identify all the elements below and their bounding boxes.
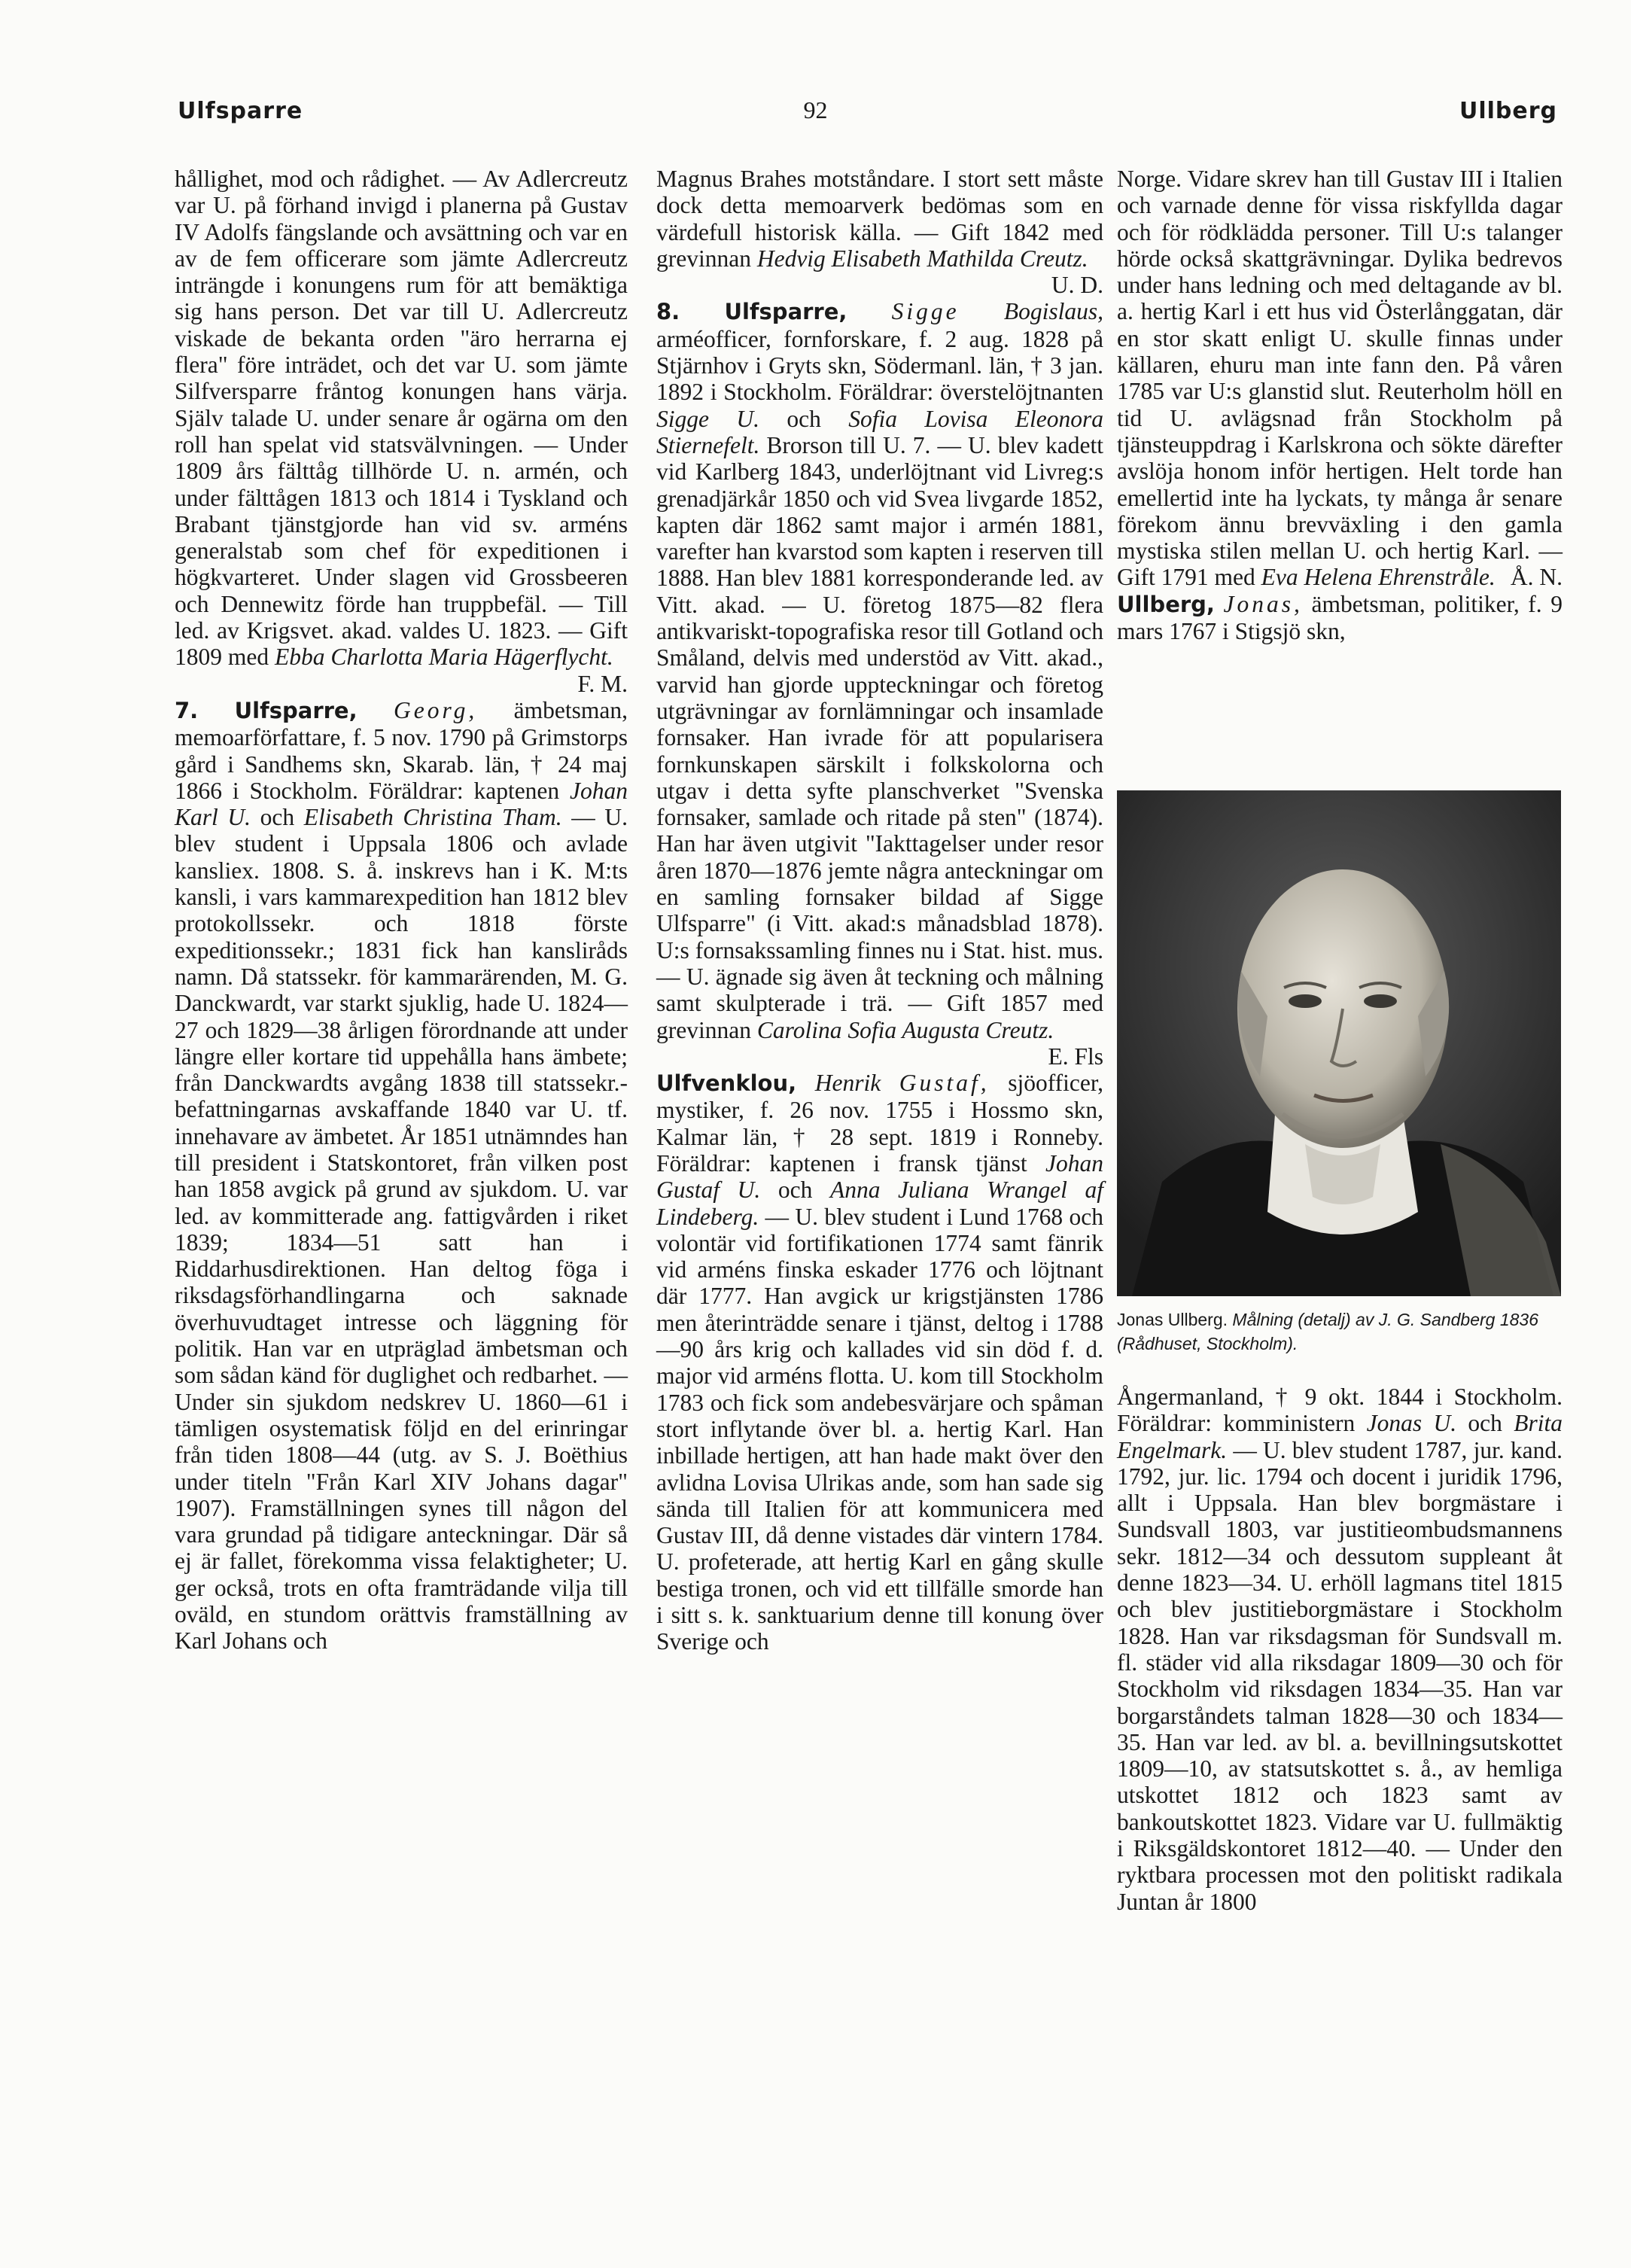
entry-ulfvenklou: [656, 1070, 1103, 1655]
body-text: hållighet, mod och rådighet. — Av Adlercreutz var U. på förhand invigd i planerna på Gustav IV Adolfs fängslande och avsättning och var en av de fem officerare som jämte Adlercreutz inträngde i konungens rum för att bemäktiga sig hans person. Det var till U. Adlercreutz viskade de bekanta orden "äro herrarna ej flera" före inträdet, och det var U. som jämte Silfversparre fråntog konungen hans värja. Själv talade U. under senare år ogärna om den roll han spelat vid statsvälvningen. — Under 1809 års fälttåg tillhörde U. n. armén, och under fälttågen 1813 och 1814 i Tyskland och Brabant tjänstgjorde han vid sv. arméns generalstab som chef för expeditionen i högkvarteret. Under slagen vid Grossbeeren och Dennewitz förde han truppbefäl. — Till led. av Krigsvet. akad. valdes U. 1823. — Gift 1809 med: [175, 166, 628, 671]
entry-ullberg: [1117, 591, 1563, 645]
entry-given-name-2: Gustaf,: [899, 1070, 990, 1097]
entry-number: 7.: [175, 697, 199, 723]
entry-headword: Ullberg,: [1117, 591, 1215, 617]
caption-details: Målning (detalj) av J. G. Sandberg 1836 (Rådhuset, Stockholm).: [1117, 1310, 1538, 1353]
entry-body: — U. blev student i Lund 1768 och volontär vid fortifikationen 1774 samt fänrik vid arméns finska eskader 1776 och löjtnant där 1777. Han avgick ur krigstjänsten 1786 men återinträdde senare i tjänst, deltog i 1788—90 års krig och kallades vid sin död f. d. major vid arméns flotta. U. kom till Stockholm 1783 och fick som andebesvärjare och spåman stort inflytande över bl. a. hertig Karl. Han inbillade hertigen, att han hade makt över den avlidna Lovisa Ulrikas ande, som han sade sig sända till Italien för att kommunicera med Gustav III, då denne vistades där vintern 1784. U. profeterade, att hertig Karl en gång skulle bestiga tronen, och vid ett tillfälle smorde han i sitt s. k. sanktuarium denne till konung över Sverige och: [656, 1203, 1103, 1655]
entry-text: sjöofficer, mystiker, f. 26 nov. 1755 i Hossmo skn, Kalmar län, † 28 sept. 1819 i Ronneby. Föräldrar: kaptenen i fransk tjänst: [656, 1070, 1103, 1177]
conjunction: och: [1468, 1410, 1502, 1437]
author-signature: Å. N.: [1510, 564, 1563, 591]
mother-name: Anna Juliana Wrangel af Lindeberg.: [656, 1177, 1103, 1230]
author-signature: E. Fls: [1048, 1043, 1103, 1070]
entry-headword: Ulfsparre,: [724, 299, 847, 325]
entry-body: — U. blev student 1787, jur. kand. 1792, jur. lic. 1794 och docent i juridik 1796, allt i Uppsala. Han blev borgmästare i Sundsvall 1803, var justitieombudsmannens sekr. 1812—34 och dessutom suppleant åt denne 1823—34. U. erhöll lagmans titel 1815 och blev justitieborgmästare i Stockholm 1828. Han var riksdagsman för Sundsvall m. fl. städer vid alla riksdagar 1809—30 och för Stockholm vid riksdagen 1834—35. Han var borgarståndets talman 1828—30 och 1834—35. Han var led. av bl. a. bevillningsutskottet 1809—10, av statsutskottet s. å., av hemliga utskottet 1812 och 1823 samt av bankoutskottet 1823. Vidare var U. fullmäktig i Riksgäldskontoret 1812—40. — Under den ryktbara processen mot den politiskt radikala Juntan år 1800: [1117, 1436, 1563, 1915]
conjunction: och: [260, 804, 295, 831]
entry-given-name: Georg,: [394, 696, 478, 723]
entry-text: arméofficer, fornforskare, f. 2 aug. 1828 på Stjärnhov i Gryts skn, Södermanl. län, † 3 jan. 1892 i Stockholm. Föräldrar: överstelöjtnanten: [656, 325, 1103, 406]
author-signature: F. M.: [577, 670, 628, 697]
entry-body: — U. blev student i Uppsala 1806 och avlade kansliex. 1808. S. å. inskrevs han i K. M:ts kansli, i vars kammarexpedition han 1812 blev protokollssekr. och 1818 förste expeditionssekr.; 1831 fick han kansliråds namn. Då statssekr. för kammarärenden, M. G. Danckwardt, var starkt sjuklig, hade U. 1824—27 och 1829—38 årligen förordnande att under längre eller kortare tid uppehålla hans ämbete; från Danckwardts avgång 1838 till statssekr.-befattningarnas avskaffande 1840 var U. tf. innehavare av ämbetet. År 1851 utnämndes han till president i Statskontoret, från vilken post han 1858 avgick på grund av sjukdom. U. var led. av kommitterade ang. fattigvården i riket 1839; 1834—51 satt han i Riddarhusdirektionen. Han deltog föga i riksdagsförhandlingarna och saknade överhuvudtaget intresse och läggning för politik. Han var en utpräglad ämbetsman och som sådan känd för duglighet och redbarhet. — Under sin sjukdom nedskrev U. 1860—61 i tämligen osystematisk följd en del erinringar från tiden 1808—44 (utg. av S. J. Boëthius under titeln "Från Karl XIV Johans dagar" 1907). Framställningen synes till någon del vara grundad på tidigare anteckningar. Där så ej är fallet, förekomma vissa felaktigheter; U. ger också, trots en ofta framträdande vilja till oväld, en stundom orättvis framställning av Karl Johans och: [175, 804, 628, 1655]
paragraph: [656, 166, 1103, 298]
paragraph: [175, 166, 628, 697]
conjunction: och: [777, 1177, 813, 1204]
running-head-right: Ullberg: [1459, 98, 1557, 124]
column-2: [656, 166, 1103, 1655]
entry-text: ämbetsman, memoarförfattare, f. 5 nov. 1790 på Grimstorps gård i Sandhems skn, Skarab. län, † 24 maj 1866 i Stockholm. Föräldrar: kaptenen: [175, 696, 628, 804]
entry-given-name: Jonas,: [1223, 590, 1303, 617]
father-name: Johan Karl U.: [175, 777, 628, 831]
spouse-name: Carolina Sofia Augusta Creutz.: [756, 1016, 1054, 1043]
father-name: Sigge U.: [656, 405, 759, 432]
entry-ulfsparre-sigge: [656, 298, 1103, 1070]
entry-text: ämbetsman, politiker, f. 9 mars 1767 i Stigsjö skn,: [1117, 590, 1563, 645]
entry-given-name-2: Bogislaus,: [1003, 298, 1104, 325]
running-head-left: Ulfsparre: [178, 98, 303, 124]
body-text: Magnus Brahes motståndare. I stort sett måste dock detta memoarverk bedömas som en värdefull historisk källa. — Gift 1842 med grevinnan: [656, 166, 1103, 272]
entry-headword: Ulfsparre,: [234, 697, 358, 723]
entry-ulfsparre-georg: [175, 697, 628, 1655]
spouse-name: Ebba Charlotta Maria Hägerflycht.: [274, 644, 613, 671]
entry-given-name: Henrik: [814, 1070, 881, 1097]
body-text: Norge. Vidare skrev han till Gustav III i Italien och varnade denne för vissa riskfyllda dagar och för rödklädda personer. Till U:s talanger hörde också skattgrävningar. Dylika bedrevos under hans ledning och med deltagande av bl. a. hertig Karl i ett hus vid Österlånggatan, där en stor skatt enligt U. skulle finnas under källaren, ehuru man inte fann den. På våren 1785 var U:s glanstid slut. Reuterholm höll en tid U. avlägsnad från Stockholm på tjänsteuppdrag i Karlskrona och sökte därefter avslöja honom inför hertigen. Helt torde han emellertid inte ha lyckats, ty många år senare förekom ännu brevväxling i den gamla mystiska stilen mellan U. och hertig Karl. — Gift 1791 med: [1117, 166, 1563, 591]
column-3-continued: [1117, 1384, 1563, 1915]
entry-number: 8.: [656, 299, 680, 325]
father-name: Jonas U.: [1366, 1410, 1457, 1437]
entry-given-name: Sigge: [891, 298, 960, 325]
conjunction: och: [787, 405, 821, 432]
father-name: Johan Gustaf U.: [656, 1149, 1103, 1204]
spouse-name: Hedvig Elisabeth Mathilda Creutz.: [756, 245, 1088, 272]
entry-headword: Ulfvenklou,: [656, 1070, 797, 1097]
page-number: 92: [803, 96, 828, 123]
entry-ullberg-continued: [1117, 1384, 1563, 1915]
column-1: [175, 166, 628, 1655]
portrait-image: [1117, 790, 1561, 1296]
entry-body: Brorson till U. 7. — U. blev kadett vid Karlberg 1843, underlöjtnant vid Livreg:s grenadjärkår 1850 och vid Svea livgarde 1852, kapten där 1862 samt major i armén 1881, varefter han kvarstod som kapten i reserven till 1888. Han blev 1881 korresponderande led. av Vitt. akad. — U. företog 1875—82 flera antikvariskt-topografiska resor till Gotland och Småland, delvis med understöd av Vitt. akad., varvid han gjorde uppteckningar och företog utgrävningar av fornlämningar och insamlade fornsaker. Han ivrade för att popularisera fornkunskapen särskilt i folkskolorna och utgav i detta syfte planschverket "Svenska fornsaker, samlade och ritade på sten" (1874). Han har även utgivit "Iakttagelser under resor åren 1870—1876 jemte några anteckningar om en samling fornsaker bildad af Sigge Ulfsparre" (i Vitt. akad:s månadsblad 1878). U:s fornsakssamling finnes nu i Stat. hist. mus. — U. ägnade sig även åt teckning och målning samt skulpterade i trä. — Gift 1857 med grevinnan: [656, 431, 1104, 1043]
mother-name: Sofia Lovisa Eleonora Stiernefelt.: [656, 405, 1104, 458]
portrait-caption: [1117, 1308, 1563, 1356]
mother-name: Brita Engelmark.: [1117, 1410, 1563, 1463]
caption-name: Jonas Ullberg.: [1117, 1310, 1228, 1329]
author-signature: U. D.: [1051, 272, 1103, 299]
entry-text: Ångermanland, † 9 okt. 1844 i Stockholm. Föräldrar: komministern: [1117, 1384, 1563, 1437]
portrait-drawing: [1117, 790, 1561, 1296]
paragraph: [1117, 166, 1563, 591]
column-3: [1117, 166, 1563, 644]
spouse-name: Eva Helena Ehrenstråle.: [1261, 564, 1496, 591]
mother-name: Elisabeth Christina Tham.: [303, 804, 562, 831]
